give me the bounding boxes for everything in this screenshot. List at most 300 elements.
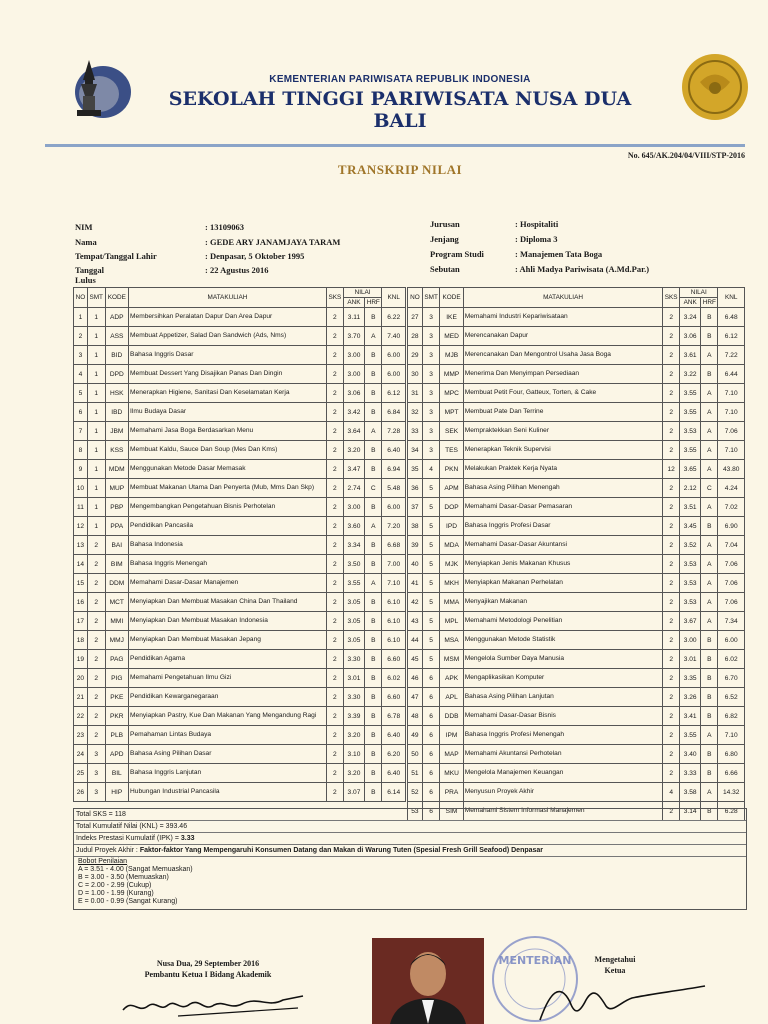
cell-no: 53: [408, 802, 423, 821]
cell-smt: 5: [422, 479, 440, 498]
cell-kode: DDB: [440, 707, 463, 726]
cell-knl: 6.10: [382, 612, 406, 631]
approval-role: Ketua: [604, 966, 626, 975]
cell-kode: BIM: [105, 555, 129, 574]
cell-kode: MJB: [440, 346, 463, 365]
cell-matakuliah: Membersihkan Peralatan Dapur Dan Area Dapur: [129, 308, 327, 327]
cell-no: 45: [408, 650, 423, 669]
cell-knl: 7.06: [718, 555, 745, 574]
cell-knl: 6.90: [718, 517, 745, 536]
table-header-row: [408, 288, 745, 298]
cell-sks: 2: [663, 403, 680, 422]
cell-kode: PPA: [105, 517, 129, 536]
cell-knl: 7.22: [718, 346, 745, 365]
cell-sks: 2: [326, 517, 343, 536]
cell-hrf: B: [365, 745, 382, 764]
cell-ank: 3.40: [680, 745, 701, 764]
cell-knl: 6.00: [382, 346, 406, 365]
header-kode: KODE: [105, 288, 129, 308]
cell-kode: SEK: [440, 422, 463, 441]
cell-smt: 5: [422, 555, 440, 574]
cell-knl: 6.10: [382, 631, 406, 650]
course-table-right-wrap: [407, 287, 745, 821]
cell-knl: 6.78: [382, 707, 406, 726]
table-row: [408, 365, 745, 384]
cell-smt: 5: [422, 612, 440, 631]
place-date: Nusa Dua, 29 September 2016: [156, 959, 260, 968]
cell-sks: 2: [326, 346, 343, 365]
cell-hrf: B: [365, 707, 382, 726]
cell-smt: 1: [87, 308, 105, 327]
cell-ank: 3.00: [680, 631, 701, 650]
cell-ank: 3.60: [343, 517, 364, 536]
cell-kode: MDM: [105, 460, 129, 479]
cell-matakuliah: Mengelola Sumber Daya Manusia: [463, 650, 663, 669]
stamp-text: MENTERIAN: [498, 954, 572, 967]
cell-smt: 3: [422, 384, 440, 403]
cell-hrf: B: [701, 745, 718, 764]
cell-kode: MDA: [440, 536, 463, 555]
cell-matakuliah: Bahasa Inggris Menengah: [129, 555, 327, 574]
cell-smt: 3: [87, 745, 105, 764]
cell-kode: APL: [440, 688, 463, 707]
cell-hrf: B: [701, 650, 718, 669]
cell-hrf: A: [365, 517, 382, 536]
cell-smt: 3: [422, 441, 440, 460]
cell-kode: MKU: [440, 764, 463, 783]
cell-knl: 6.82: [718, 707, 745, 726]
cell-kode: PKR: [105, 707, 129, 726]
cell-knl: 6.10: [382, 593, 406, 612]
cell-hrf: A: [701, 403, 718, 422]
ipk-line: Indeks Prestasi Kumulatif (IPK) = 3.33: [74, 833, 746, 845]
table-row: [408, 650, 745, 669]
cell-no: 44: [408, 631, 423, 650]
cell-smt: 2: [87, 631, 105, 650]
cell-smt: 1: [87, 498, 105, 517]
signer-block: [108, 958, 308, 980]
course-table-left-wrap: [73, 287, 406, 802]
cell-sks: 2: [326, 365, 343, 384]
cell-kode: SIM: [440, 802, 463, 821]
cell-smt: 5: [422, 498, 440, 517]
cell-no: 48: [408, 707, 423, 726]
cell-hrf: B: [365, 346, 382, 365]
cell-kode: HSK: [105, 384, 129, 403]
cell-knl: 7.00: [382, 555, 406, 574]
cell-smt: 2: [87, 669, 105, 688]
cell-kode: IKE: [440, 308, 463, 327]
cell-sks: 2: [326, 669, 343, 688]
cell-sks: 2: [326, 422, 343, 441]
cell-sks: 2: [663, 384, 680, 403]
cell-kode: MSM: [440, 650, 463, 669]
table-row: [408, 574, 745, 593]
cell-kode: MMJ: [105, 631, 129, 650]
project-title: Faktor-faktor Yang Mempengaruhi Konsumen Datang dan Makan di Warung Tuten (Spesial Fresh Grill Seafood) Denpasar: [139, 847, 544, 854]
table-row: [74, 365, 406, 384]
cell-matakuliah: Bahasa Inggris Profesi Dasar: [463, 517, 663, 536]
cell-matakuliah: Bahasa Inggris Profesi Menengah: [463, 726, 663, 745]
grading-item: B = 3.00 - 3.50 (Memuaskan): [78, 874, 169, 881]
cell-sks: 12: [663, 460, 680, 479]
cell-kode: TES: [440, 441, 463, 460]
cell-sks: 2: [663, 688, 680, 707]
cell-no: 10: [74, 479, 88, 498]
cell-matakuliah: Bahasa Asing Pilihan Lanjutan: [463, 688, 663, 707]
cell-sks: 2: [326, 574, 343, 593]
header-sks: SKS: [663, 288, 680, 308]
cell-smt: 2: [87, 612, 105, 631]
table-row: [74, 517, 406, 536]
cell-sks: 2: [326, 688, 343, 707]
cell-no: 31: [408, 384, 423, 403]
cell-no: 34: [408, 441, 423, 460]
cell-smt: 3: [422, 403, 440, 422]
cell-ank: 3.70: [343, 327, 364, 346]
cell-ank: 3.30: [343, 688, 364, 707]
cell-hrf: A: [701, 555, 718, 574]
cell-hrf: A: [701, 783, 718, 802]
cell-kode: BIL: [105, 764, 129, 783]
grading-item: C = 2.00 - 2.99 (Cukup): [78, 882, 152, 889]
cell-matakuliah: Merencanakan Dapur: [463, 327, 663, 346]
cell-ank: 3.01: [680, 650, 701, 669]
cell-knl: 6.84: [382, 403, 406, 422]
cell-hrf: B: [365, 631, 382, 650]
cell-ank: 3.26: [680, 688, 701, 707]
cell-smt: 6: [422, 707, 440, 726]
cell-hrf: B: [365, 555, 382, 574]
cell-kode: MKH: [440, 574, 463, 593]
cell-smt: 1: [87, 479, 105, 498]
cell-no: 11: [74, 498, 88, 517]
table-row: [74, 745, 406, 764]
cell-matakuliah: Bahasa Indonesia: [129, 536, 327, 555]
cell-smt: 5: [422, 631, 440, 650]
cell-no: 51: [408, 764, 423, 783]
table-row: [74, 593, 406, 612]
cell-smt: 2: [87, 574, 105, 593]
cell-knl: 14.32: [718, 783, 745, 802]
table-row: [408, 555, 745, 574]
cell-knl: 6.48: [718, 308, 745, 327]
cell-sks: 2: [663, 479, 680, 498]
cell-matakuliah: Membuat Kaldu, Sauce Dan Soup (Mes Dan Kms): [129, 441, 327, 460]
table-row: [408, 327, 745, 346]
cell-hrf: A: [701, 726, 718, 745]
cell-kode: DDM: [105, 574, 129, 593]
table-row: [74, 422, 406, 441]
cell-smt: 6: [422, 726, 440, 745]
cell-kode: BAI: [105, 536, 129, 555]
cell-knl: 6.22: [382, 308, 406, 327]
table-row: [74, 403, 406, 422]
cell-ank: 3.42: [343, 403, 364, 422]
table-row: [74, 783, 406, 802]
cell-sks: 2: [326, 308, 343, 327]
cell-matakuliah: Hubungan Industrial Pancasila: [129, 783, 327, 802]
cell-no: 23: [74, 726, 88, 745]
cell-sks: 2: [663, 498, 680, 517]
cell-knl: 6.44: [718, 365, 745, 384]
table-row: [74, 726, 406, 745]
cell-knl: 6.80: [718, 745, 745, 764]
cell-hrf: B: [365, 460, 382, 479]
cell-matakuliah: Melakukan Praktek Kerja Nyata: [463, 460, 663, 479]
cell-hrf: B: [365, 308, 382, 327]
table-row: [408, 384, 745, 403]
cell-sks: 2: [326, 593, 343, 612]
cell-sks: 2: [663, 593, 680, 612]
cell-matakuliah: Ilmu Budaya Dasar: [129, 403, 327, 422]
cell-knl: 6.00: [718, 631, 745, 650]
grading-item: E = 0.00 - 0.99 (Sangat Kurang): [78, 898, 178, 905]
cell-knl: 6.94: [382, 460, 406, 479]
table-row: [408, 479, 745, 498]
cell-smt: 3: [87, 764, 105, 783]
table-row: [408, 536, 745, 555]
header-no: NO: [74, 288, 88, 308]
cell-kode: MMP: [440, 365, 463, 384]
cell-kode: DOP: [440, 498, 463, 517]
cell-kode: PLB: [105, 726, 129, 745]
cell-no: 35: [408, 460, 423, 479]
cell-kode: MMA: [440, 593, 463, 612]
cell-smt: 5: [422, 593, 440, 612]
table-row: [408, 707, 745, 726]
cell-no: 33: [408, 422, 423, 441]
school-name: SEKOLAH TINGGI PARIWISATA NUSA DUA BALI: [168, 88, 632, 132]
table-row: [74, 327, 406, 346]
cell-kode: MJK: [440, 555, 463, 574]
cell-matakuliah: Menggunakan Metode Dasar Memasak: [129, 460, 327, 479]
cell-ank: 3.22: [680, 365, 701, 384]
cell-smt: 5: [422, 650, 440, 669]
cell-kode: PKE: [105, 688, 129, 707]
cell-sks: 2: [663, 308, 680, 327]
cell-no: 36: [408, 479, 423, 498]
cell-no: 27: [408, 308, 423, 327]
cell-matakuliah: Pendidikan Pancasila: [129, 517, 327, 536]
cell-no: 29: [408, 346, 423, 365]
cell-no: 25: [74, 764, 88, 783]
cell-smt: 2: [87, 707, 105, 726]
cell-smt: 3: [422, 308, 440, 327]
cell-knl: 7.10: [718, 441, 745, 460]
table-row: [408, 764, 745, 783]
cell-smt: 6: [422, 764, 440, 783]
header-rule: [45, 144, 745, 147]
cell-no: 7: [74, 422, 88, 441]
table-row: [408, 403, 745, 422]
cell-smt: 2: [87, 726, 105, 745]
cell-hrf: B: [701, 517, 718, 536]
cell-kode: JBM: [105, 422, 129, 441]
table-row: [74, 441, 406, 460]
ipk-value: 3.33: [180, 835, 195, 842]
cell-kode: PKN: [440, 460, 463, 479]
cell-kode: DPD: [105, 365, 129, 384]
table-row: [74, 612, 406, 631]
cell-knl: 6.12: [382, 384, 406, 403]
cell-matakuliah: Mengembangkan Pengetahuan Bisnis Perhotelan: [129, 498, 327, 517]
table-row: [74, 536, 406, 555]
cell-matakuliah: Bahasa Asing Pilihan Dasar: [129, 745, 327, 764]
cell-kode: ASS: [105, 327, 129, 346]
cell-no: 41: [408, 574, 423, 593]
cell-ank: 3.00: [343, 498, 364, 517]
cell-no: 22: [74, 707, 88, 726]
cell-no: 43: [408, 612, 423, 631]
cell-no: 19: [74, 650, 88, 669]
cell-sks: 2: [326, 707, 343, 726]
cell-matakuliah: Bahasa Inggris Dasar: [129, 346, 327, 365]
identity-right: Jurusan : Hospitaliti Jenjang : Diploma 3 Program Studi : Manajemen Tata Boga Sebutan : Ahli Madya Pariwisata (A.Md.Par.): [430, 219, 650, 274]
cell-knl: 7.28: [382, 422, 406, 441]
cell-no: 24: [74, 745, 88, 764]
cell-no: 13: [74, 536, 88, 555]
cell-no: 6: [74, 403, 88, 422]
cell-sks: 2: [663, 422, 680, 441]
header-sks: SKS: [326, 288, 343, 308]
cell-kode: KSS: [105, 441, 129, 460]
cell-ank: 3.39: [343, 707, 364, 726]
cell-no: 9: [74, 460, 88, 479]
table-row: [74, 669, 406, 688]
table-row: [74, 308, 406, 327]
cell-sks: 2: [326, 631, 343, 650]
cell-sks: 2: [663, 707, 680, 726]
cell-hrf: B: [701, 707, 718, 726]
cell-ank: 3.55: [680, 403, 701, 422]
cell-no: 40: [408, 555, 423, 574]
cell-no: 50: [408, 745, 423, 764]
cell-sks: 2: [663, 650, 680, 669]
cell-sks: 2: [663, 365, 680, 384]
cell-ank: 3.64: [343, 422, 364, 441]
course-table-left: [73, 287, 406, 802]
table-row: [74, 555, 406, 574]
total-sks: Total SKS = 118: [74, 809, 746, 821]
cell-kode: MPL: [440, 612, 463, 631]
cell-smt: 6: [422, 783, 440, 802]
cell-ank: 3.06: [343, 384, 364, 403]
cell-kode: APM: [440, 479, 463, 498]
cell-ank: 3.01: [343, 669, 364, 688]
cell-knl: 6.40: [382, 726, 406, 745]
cell-knl: 7.34: [718, 612, 745, 631]
cell-sks: 2: [663, 441, 680, 460]
cell-sks: 2: [663, 764, 680, 783]
cell-matakuliah: Menyiapkan Makanan Perhelatan: [463, 574, 663, 593]
header-smt: SMT: [422, 288, 440, 308]
cell-knl: 6.02: [382, 669, 406, 688]
cell-smt: 1: [87, 517, 105, 536]
table-row: [74, 479, 406, 498]
table-row: [408, 593, 745, 612]
cell-kode: MMI: [105, 612, 129, 631]
cell-hrf: A: [701, 346, 718, 365]
cell-matakuliah: Menyiapkan Jenis Makanan Khusus: [463, 555, 663, 574]
cell-no: 30: [408, 365, 423, 384]
cell-ank: 3.53: [680, 422, 701, 441]
cell-matakuliah: Mempraktekkan Seni Kuliner: [463, 422, 663, 441]
cell-matakuliah: Membuat Appetizer, Salad Dan Sandwich (Ads, Nms): [129, 327, 327, 346]
cell-smt: 6: [422, 688, 440, 707]
cell-hrf: A: [365, 574, 382, 593]
table-row: [408, 688, 745, 707]
cell-no: 39: [408, 536, 423, 555]
cell-knl: 6.40: [382, 764, 406, 783]
cell-matakuliah: Menerapkan Teknik Supervisi: [463, 441, 663, 460]
cell-no: 5: [74, 384, 88, 403]
table-row: [74, 650, 406, 669]
cell-sks: 2: [663, 555, 680, 574]
table-row: [408, 631, 745, 650]
header-hrf: HRF: [365, 298, 382, 308]
cell-hrf: B: [365, 650, 382, 669]
table-row: [408, 498, 745, 517]
cell-hrf: B: [365, 498, 382, 517]
table-row: [408, 726, 745, 745]
cell-no: 12: [74, 517, 88, 536]
cell-hrf: A: [365, 327, 382, 346]
grading-title: Bobot Penilaian: [78, 858, 128, 865]
cell-kode: MAP: [440, 745, 463, 764]
cell-ank: 3.55: [680, 726, 701, 745]
cell-ank: 3.20: [343, 441, 364, 460]
cell-ank: 3.07: [343, 783, 364, 802]
header-nilai: NILAI: [343, 288, 382, 298]
cell-hrf: B: [365, 688, 382, 707]
cell-no: 20: [74, 669, 88, 688]
signature-icon: [118, 990, 308, 1020]
cell-knl: 7.04: [718, 536, 745, 555]
cell-sks: 2: [326, 745, 343, 764]
table-row: [74, 707, 406, 726]
cell-sks: 2: [326, 479, 343, 498]
cell-sks: 2: [663, 631, 680, 650]
cell-ank: 3.20: [343, 726, 364, 745]
cell-matakuliah: Memahami Pengetahuan Ilmu Gizi: [129, 669, 327, 688]
cell-knl: 6.60: [382, 650, 406, 669]
cell-ank: 3.53: [680, 555, 701, 574]
cell-smt: 1: [87, 441, 105, 460]
cell-kode: PIG: [105, 669, 129, 688]
cell-ank: 3.61: [680, 346, 701, 365]
garuda-emblem-icon: [680, 52, 750, 122]
cell-no: 21: [74, 688, 88, 707]
cell-sks: 2: [663, 574, 680, 593]
cell-hrf: B: [701, 688, 718, 707]
cell-matakuliah: Menerapkan Higiene, Sanitasi Dan Keselamatan Kerja: [129, 384, 327, 403]
cell-matakuliah: Menggunakan Metode Statistik: [463, 631, 663, 650]
cell-hrf: A: [701, 593, 718, 612]
cell-ank: 3.10: [343, 745, 364, 764]
cell-no: 32: [408, 403, 423, 422]
cell-kode: ADP: [105, 308, 129, 327]
cell-matakuliah: Bahasa Inggris Lanjutan: [129, 764, 327, 783]
cell-hrf: C: [701, 479, 718, 498]
cell-kode: IPM: [440, 726, 463, 745]
cell-no: 49: [408, 726, 423, 745]
cell-ank: 3.45: [680, 517, 701, 536]
cell-smt: 2: [87, 536, 105, 555]
ministry-name: KEMENTERIAN PARIWISATA REPUBLIK INDONESIA: [269, 74, 531, 85]
cell-ank: 3.52: [680, 536, 701, 555]
cell-ank: 3.11: [343, 308, 364, 327]
